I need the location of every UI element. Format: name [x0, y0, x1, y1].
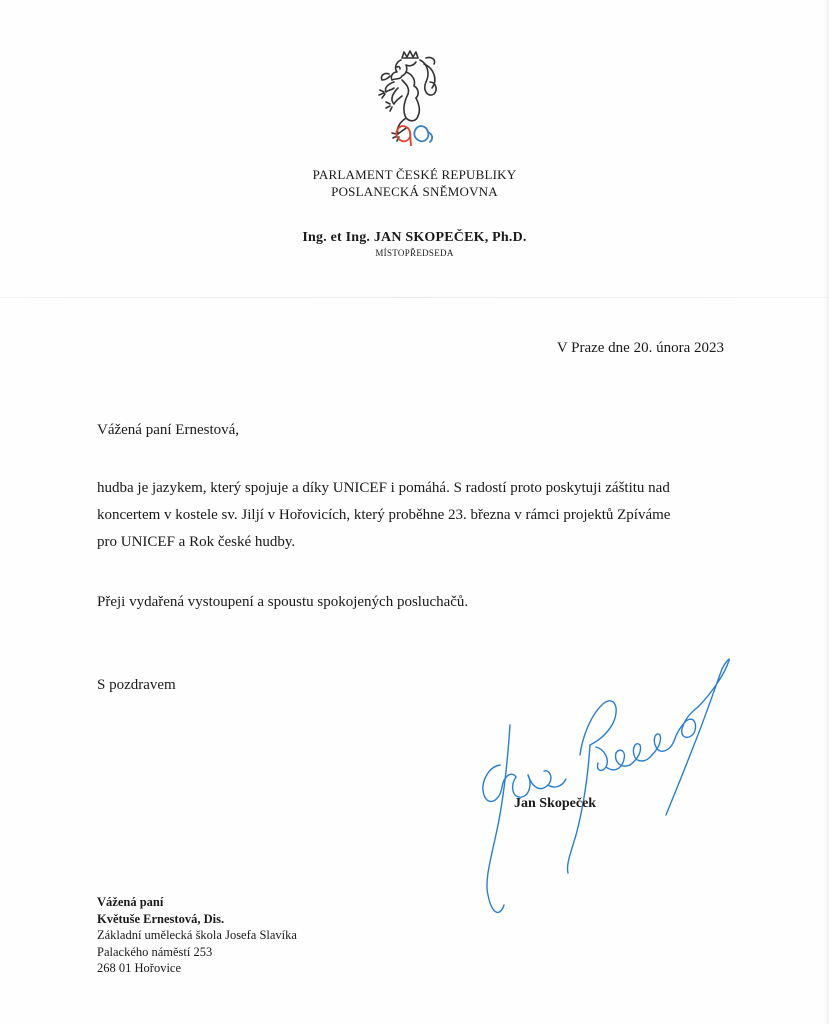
- official-name: Ing. et Ing. JAN SKOPEČEK, Ph.D.: [302, 230, 527, 245]
- handwritten-signature-icon: [470, 655, 735, 930]
- czech-lion-emblem-icon: [372, 50, 450, 146]
- letter-wish: Přeji vydařená vystoupení a spoustu spokojených posluchačů.: [97, 594, 469, 610]
- recipient-street: Palackého náměstí 253: [97, 944, 213, 959]
- recipient-address: [97, 894, 297, 977]
- letter-salutation: Vážená paní Ernestová,: [97, 422, 240, 438]
- recipient-city: 268 01 Hořovice: [97, 961, 182, 975]
- institution-line-1: PARLAMENT ČESKÉ REPUBLIKY: [312, 167, 517, 182]
- letter-body-paragraph: [97, 475, 737, 556]
- body-line: hudba je jazykem, který spojuje a díky UNICEF i pomáhá. S radostí proto poskytuji záštitu nad: [97, 480, 670, 496]
- letter-date: V Praze dne 20. února 2023: [556, 340, 724, 356]
- recipient-school: Základní umělecká škola Josefa Slavíka: [97, 928, 297, 942]
- recipient-name: Květuše Ernestová, Dis.: [97, 911, 225, 926]
- paper-edge-shadow: [823, 0, 829, 1024]
- letter-closing: S pozdravem: [97, 677, 176, 693]
- recipient-greeting: Vážená paní: [97, 895, 164, 909]
- institution-line-2: POSLANECKÁ SNĚMOVNA: [331, 184, 498, 199]
- paper-fold-line: [0, 297, 829, 298]
- body-line: pro UNICEF a Rok české hudby.: [97, 534, 296, 550]
- signer-name: Jan Skopeček: [514, 796, 597, 811]
- body-line: koncertem v kostele sv. Jiljí v Hořovicích, který proběhne 23. března v rámci projektů Zpíváme: [97, 507, 671, 523]
- official-title: MÍSTOPŘEDSEDA: [375, 248, 454, 258]
